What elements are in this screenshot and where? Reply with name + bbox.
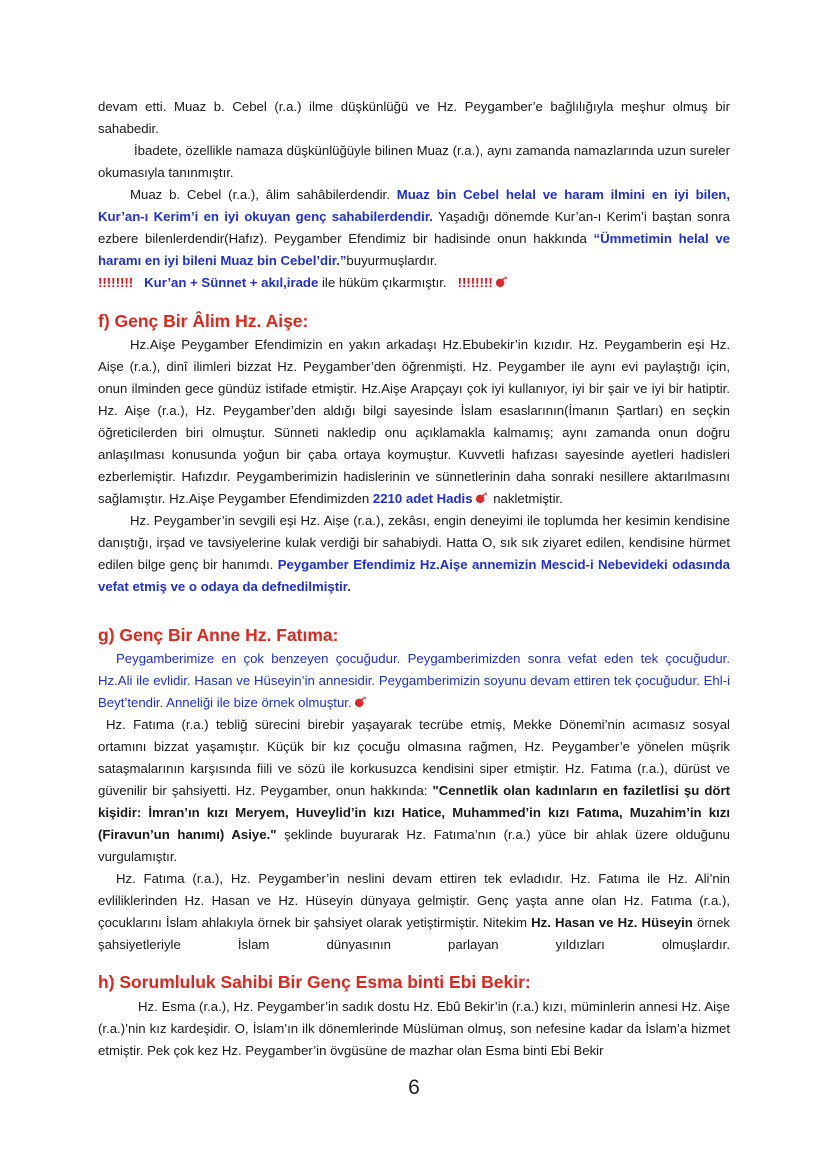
highlight-text: Kur’an + Sünnet + akıl,irade [144,275,319,290]
section-heading-h: h) Sorumluluk Sahibi Bir Genç Esma binti Ebi Bekir: [98,972,531,992]
section-h-paragraph-1: Hz. Esma (r.a.), Hz. Peygamber’in sadık dostu Hz. Ebû Bekir’in (r.a.) kızı, müminlerin annesi Hz. Aişe (r.a.)’nin kız kardeşidir. O, İslam’ın ilk dönemlerinde Müslüman olmuş, son nefesine kadar da İslam’a hizmet etmiştir. Pek çok kez Hz. Peygamber’in övgüsüne de mazhar olan Esma binti Ebi Bekir [98,999,730,1058]
hadith-quote: “Ümmetimin helal ve haramı en iyi bileni Muaz bin Cebel’dir.” [98,231,730,268]
intro-text: ile hüküm çıkarmıştır. [318,275,447,290]
intro-text: Yaşadığı dönemde Kur’an-ı Kerim’i baştan sonra ezbere bilenlerdendir(Hafız). Peygamber Efendimiz bir hadisinde onun hakkında [98,209,730,246]
body-text: Hz. Fatıma (r.a.) tebliğ sürecini birebir yaşayarak tecrübe etmiş, Mekke Dönemi’nin acımasız sosyal ortamını bizzat yaşamıştır. Küçük bir kız çocuğu olmasına rağmen, Hz. Peygamber’e yönelen müşrik sataşmalarının karşısında fiili ve sözü ile korkusuzca kendisini siper etmiştir. Hz. Fatıma (r.a.), dürüst ve güvenilir bir şahsiyetti. Hz. Peygamber, onun hakkında: [98,717,730,798]
page-number: 6 [408,1076,420,1099]
section-g-paragraph-2 [98,714,730,868]
intro-paragraph-2: İbadete, özellikle namaza düşkünlüğüyle bilinen Muaz (r.a.), aynı zamanda namazlarında uzun sureler okumasıyla tanınmıştır. [98,143,730,180]
section-g-paragraph-1 [98,648,730,714]
highlight-text: Muaz bin Cebel helal ve haram ilmini en iyi bilen, Kur’an-ı Kerim’i en iyi okuyan genç sahabilerdendir. [98,187,731,224]
body-text: şeklinde buyurarak Hz. Fatıma’nın (r.a.) yüce bir ahlak üzere olduğunu vurgulamıştır. [98,827,730,864]
body-text: Hz. Fatıma (r.a.), Hz. Peygamber’in neslini devam ettiren tek evladıdır. Hz. Fatıma ile Hz. Ali’nin evliliklerinden Hz. Hasan ve Hz. Hüseyin dünyaya gelmiştir. Genç yaşta anne olan Hz. Fatıma (r.a.), çocuklarını İslam ahlakıyla örnek bir şahsiyet olarak yetiştirmiştir. Nitekim [98,871,730,930]
section-f-paragraph-1 [98,334,730,510]
intro-text: Muaz b. Cebel (r.a.), âlim sahâbilerdendir. [130,187,397,202]
hadith-count: 2210 adet Hadis [372,491,473,506]
hadith-quote: "Cennetlik olan kadınların en faziletlisi şu dört kişidir: İmran’ın kızı Meryem, Huveylid’in kızı Hatice, Muhammed’in kızı Fatıma, Muzahim’in kızı (Firavun’un hanımı) Asiye." [98,783,731,842]
body-text: örnek şahsiyetleriyle İslam dünyasının parlayan yıldızları olmuşlardır. [98,915,730,952]
highlight-text: Peygamber Efendimiz Hz.Aişe annemizin Mescid-i Nebevideki odasında vefat etmiş ve o odaya da defnedilmiştir. [98,557,730,594]
intro-text: buyurmuşlardır. [346,253,438,268]
body-text: Hz.Aişe Peygamber Efendimizin en yakın arkadaşı Hz.Ebubekir’in kızıdır. Hz. Peygamberin eşi Hz. Aişe (r.a.), dinî ilimleri bizzat Hz. Peygamber’den öğrenmişti. Hz. Peygamber ile aynı evi paylaştığı için, onun ilminden gece gündüz istifade etmiştir. Hz.Aişe Arapçayı çok iyi kullanıyor, iyi bir şair ve iyi bir hatiptir. Hz. Aişe (r.a.), Hz. Peygamber’den aldığı bilgi sayesinde İslam esaslarının(İmanın Şartları) en seçkin öğreticilerden biri olmuştur. Sünneti nakledip onu açıklamakla kalmamış; aynı zamanda onun doğru anlaşılması konusunda yoğun bir çaba ortaya koymuştur. Kuvvetli hafızası sayesinde ayetleri hadisleri ezberlemiştir. Hafızdır. Peygamberimizin hadislerinin ve sünnetlerinin daha sonraki nesillere aktarılmasını sağlamıştır. Hz.Aişe Peygamber Efendimizden [98,337,730,506]
intro-paragraph-4 [98,272,730,294]
section-f-paragraph-2 [98,510,730,598]
intro-paragraph-1: devam etti. Muaz b. Cebel (r.a.) ilme düşkünlüğü ve Hz. Peygamber’e bağlılığıyla meşhur olmuş bir sahabedir. [98,99,730,136]
document-page [98,96,730,1062]
section-g-paragraph-3 [98,868,730,956]
exclamation-marks: !!!!!!!! [457,275,493,290]
body-text: Hz. Peygamber’in sevgili eşi Hz. Aişe (r.a.), zekâsı, engin deneyimi ile toplumda her kesimin kendisine danıştığı, irşad ve tavsiyelerine kulak verdiği bir sahabiydi. Hatta O, sık sık ziyaret edilen, kendisine hürmet edilen bilge genç bir hanımdı. [98,513,730,572]
intro-paragraph-3 [98,184,730,272]
bomb-icon [475,492,488,504]
highlight-text: Peygamberimize en çok benzeyen çocuğudur. Peygamberimizden sonra vefat eden tek çocuğudur. Hz.Ali ile evlidir. Hasan ve Hüseyin’in annesidir. Peygamberimizin soyunu devam ettiren tek çocuğudur. Ehl-i Beyt’tendir. Anneliği ile bize örnek olmuştur. [98,651,730,710]
bomb-icon [495,276,508,288]
body-text: nakletmiştir. [489,491,563,506]
section-heading-g: g) Genç Bir Anne Hz. Fatıma: [98,625,339,645]
bold-names: Hz. Hasan ve Hz. Hüseyin [531,915,693,930]
section-heading-f: f) Genç Bir Âlim Hz. Aişe: [98,311,309,331]
exclamation-marks: !!!!!!!! [98,275,134,290]
bomb-icon [354,696,367,708]
